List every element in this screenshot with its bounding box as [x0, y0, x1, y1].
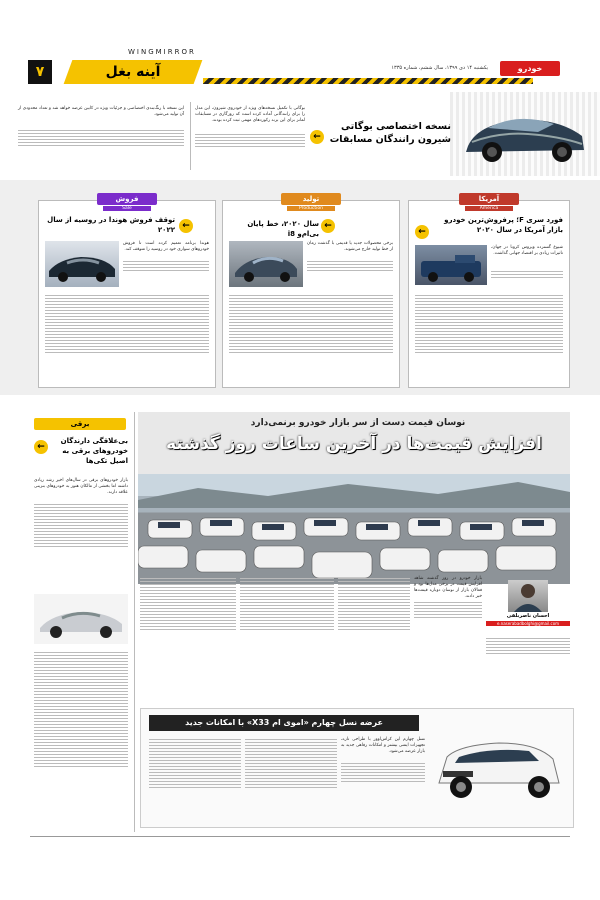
bottom-story: [140, 708, 574, 828]
box-body-lines: [491, 269, 563, 280]
bottom-title: عرضه نسل چهارم «اموی ام X33» با امکانات جدید: [185, 718, 383, 727]
divider: [190, 102, 191, 170]
author-email: e.naserabadbolghi@gmail.com: [486, 621, 570, 626]
category-en: Sale: [103, 206, 151, 211]
box-image: [415, 245, 487, 285]
arrow-icon: ←: [179, 219, 193, 233]
category-label: فروش: [115, 195, 139, 203]
box-body: برخی محصولات جدید یا قدیمی با گذشت زمان از خط تولید خارج می‌شوند.: [307, 241, 393, 252]
page-number-box: ۷: [28, 60, 52, 84]
side-note-body: این نسخه با رنگ‌بندی اختصاصی و جزئیات ویژه در کابین عرضه خواهد شد و تعداد محدودی از آن تولید می‌شود.: [18, 106, 184, 117]
date-line: یکشنبه ۱۴ دی ۱۳۹۹، سال ششم، شماره ۱۳۳۵: [391, 65, 488, 71]
main-story: [138, 412, 570, 712]
author-name: احسان ناصربلقی: [506, 613, 550, 619]
electric-car-image: [34, 594, 128, 644]
hatch-bar: [203, 78, 533, 84]
category-label: تولید: [302, 195, 320, 203]
bottom-body-lines-2: [245, 737, 337, 790]
bugatti-image: [458, 98, 592, 170]
main-body-col2: [338, 576, 410, 632]
main-body-col1: [414, 600, 482, 620]
arrow-icon: ←: [415, 225, 429, 239]
category-tag-electric: [34, 418, 126, 430]
main-body-col1-b: [486, 636, 570, 656]
box-body-lines: [123, 259, 209, 273]
parking-lot-photo: [138, 474, 570, 584]
bottom-body-lines-1: [341, 761, 425, 784]
category-tag-sale: [97, 193, 157, 205]
footer-rule: [30, 836, 570, 837]
top-story-body-2: [195, 132, 305, 149]
main-body-col4: [140, 576, 236, 632]
box-body-lines-2: [45, 293, 209, 355]
box-title: فورد سری F؛ پرفروش‌ترین خودرو بازار آمریکا در سال ۲۰۲۰: [444, 216, 563, 234]
box-production: [222, 195, 400, 388]
main-body-col3: [240, 576, 334, 632]
top-story-title: نسخه اختصاصی بوگاتی شیرون رانندگان مسابقات: [329, 121, 451, 145]
brand-title: آینه بغل: [105, 64, 161, 80]
brand-top: WINGMIRROR: [128, 48, 196, 56]
main-kicker: نوسان قیمت دست از سر بازار خودرو برنمی‌دارد: [250, 418, 466, 428]
box-title: سال ۲۰۲۰، خط پایان بی‌ام‌و i8: [247, 220, 319, 238]
box-image: [229, 241, 303, 287]
box-body: شیوع گسترده ویروس کرونا در جهان، تاثیرات زیادی بر اقتصاد جهانی گذاشت.: [491, 245, 563, 256]
bottom-body: نسل چهارم این کراس‌اوور با طراحی تازه، تجهیزات ایمنی بیشتر و امکانات رفاهی جدید به بازار عرضه می‌شود.: [341, 737, 425, 754]
box-title: توقف فروش هوندا در روسیه از سال ۲۰۲۲: [47, 216, 175, 234]
suv-image: [429, 717, 567, 817]
electric-column: [30, 418, 130, 828]
box-body-lines: [307, 259, 393, 273]
category-tag-america: [459, 193, 519, 205]
arrow-icon: ←: [321, 219, 335, 233]
box-body-lines-2: [415, 293, 563, 355]
main-body: بازار خودرو در روز گذشته شاهد افزایش قیمت در برخی مدل‌ها بود و فعالان بازار از نوسان دوباره قیمت‌ها خبر دادند.: [414, 576, 482, 599]
arrow-icon: ←: [310, 130, 324, 144]
side-note-lines: [18, 128, 184, 148]
electric-body-lines: [34, 502, 128, 549]
category-en: Production: [287, 206, 335, 211]
bottom-body-lines-3: [149, 737, 241, 790]
category-label: آمریکا: [478, 195, 500, 203]
category-tag-production: [281, 193, 341, 205]
box-body-lines-2: [229, 293, 393, 355]
electric-body: بازار خودروهای برقی در سال‌های اخیر رشد زیادی داشته اما بخشی از مالکان هنوز به خودروهای بنزینی علاقه دارند.: [34, 478, 128, 495]
electric-title: بی‌علاقگی دارندگان خودروهای برقی به اصیل تکی‌ها: [60, 437, 128, 465]
author-photo: [508, 580, 548, 612]
category-en: America: [465, 206, 513, 211]
box-image: [45, 241, 119, 287]
author-block: [486, 580, 570, 630]
box-sale: [38, 195, 216, 388]
box-body: هوندا برنامه تعمیم کرده است تا فروش خودروهای سواری خود در روسیه را متوقف کند.: [123, 241, 209, 252]
column-divider: [134, 412, 135, 832]
category-label: برقی: [70, 420, 90, 428]
electric-body-lines-2: [34, 650, 128, 769]
arrow-icon: ←: [34, 440, 48, 454]
box-america: [408, 195, 570, 388]
masthead: [35, 48, 600, 88]
main-headline: افزایش قیمت‌ها در آخرین ساعات روز گذشته: [166, 434, 542, 454]
top-story-body: بوگاتی با تکمیل نسخه‌های ویژه از خودروی شیرون، این مدل را برای رانندگانی آماده کرده است که روزگاری در مسابقات لمانز برای این برند رکوردهای مهمی ثبت کرده بودند.: [195, 106, 305, 123]
top-story: [0, 92, 600, 178]
publication-label: خودرو: [517, 64, 543, 73]
